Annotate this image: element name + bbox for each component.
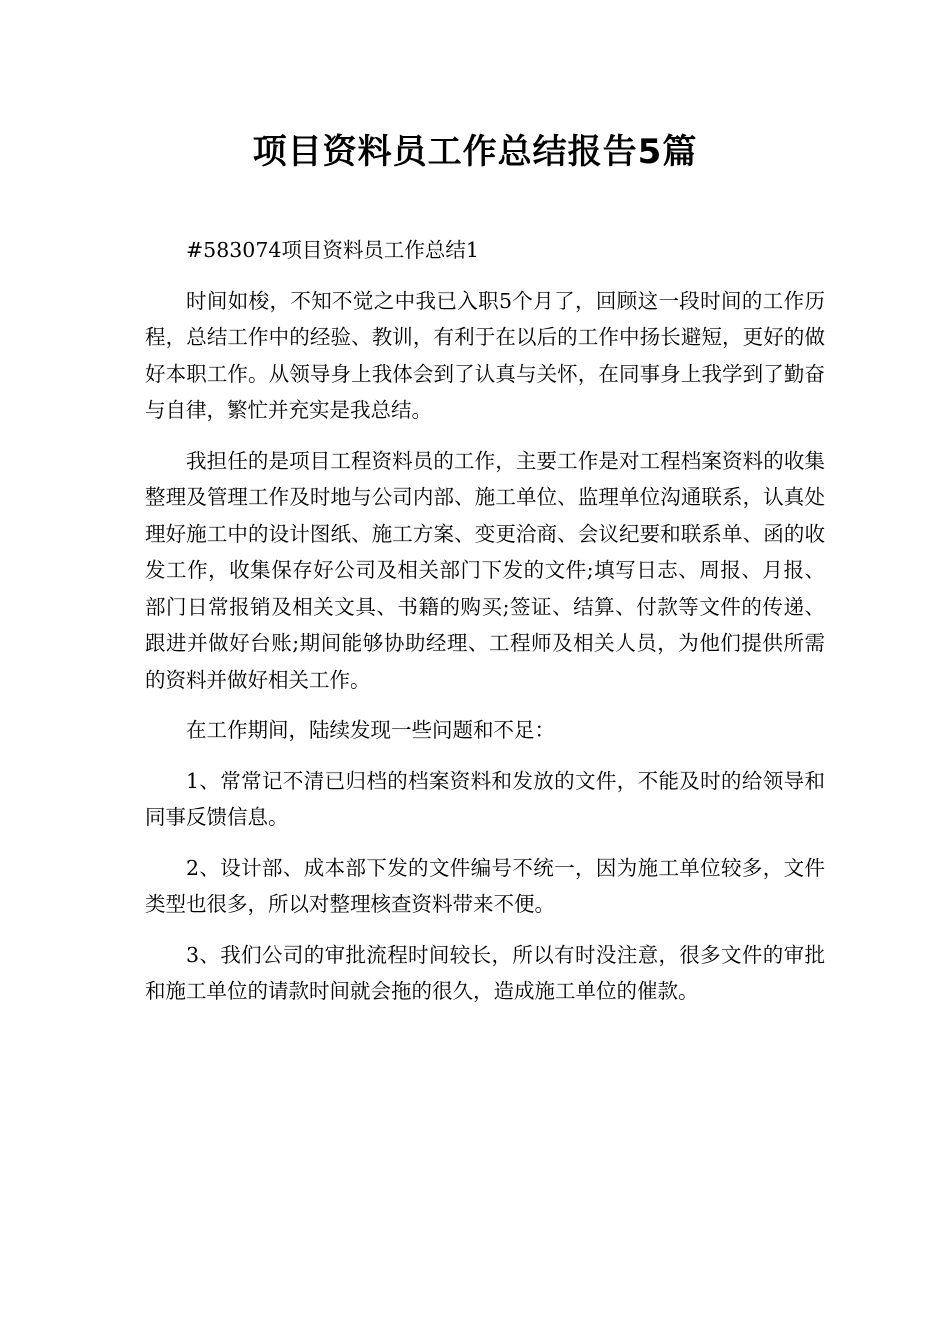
paragraph-duties: 我担任的是项目工程资料员的工作，主要工作是对工程档案资料的收集整理及管理工作及时地与公司内部、施工单位、监理单位沟通联系，认真处理好施工中的设计图纸、施工方案、变更洽商、会议纪要和联系单、函的收发工作，收集保存好公司及相关部门下发的文件;填写日志、周报、月报、部门日常报销及相关文具、书籍的购买;签证、结算、付款等文件的传递、跟进并做好台账;期间能够协助经理、工程师及相关人员，为他们提供所需的资料并做好相关工作。	[145, 448, 825, 692]
document-body	[145, 232, 825, 1011]
document-title: 项目资料员工作总结报告5篇	[252, 132, 698, 172]
paragraph-problem-3: 3、我们公司的审批流程时间较长，所以有时没注意，很多文件的审批和施工单位的请款时间就会拖的很久，造成施工单位的催款。	[145, 942, 825, 1003]
paragraph-intro: 时间如梭，不知不觉之中我已入职5个月了，回顾这一段时间的工作历程，总结工作中的经验、教训，有利于在以后的工作中扬长避短，更好的做好本职工作。从领导身上我体会到了认真与关怀，在同事身上我学到了勤奋与自律，繁忙并充实是我总结。	[145, 288, 825, 422]
paragraph-problem-2: 2、设计部、成本部下发的文件编号不统一，因为施工单位较多，文件类型也很多，所以对整理核查资料带来不便。	[145, 855, 825, 916]
paragraph-problems-intro: 在工作期间，陆续发现一些问题和不足：	[186, 718, 555, 742]
paragraph-problem-1: 1、常常记不清已归档的档案资料和发放的文件，不能及时的给领导和同事反馈信息。	[145, 768, 825, 829]
section-subheading: #583074项目资料员工作总结1	[186, 238, 479, 262]
